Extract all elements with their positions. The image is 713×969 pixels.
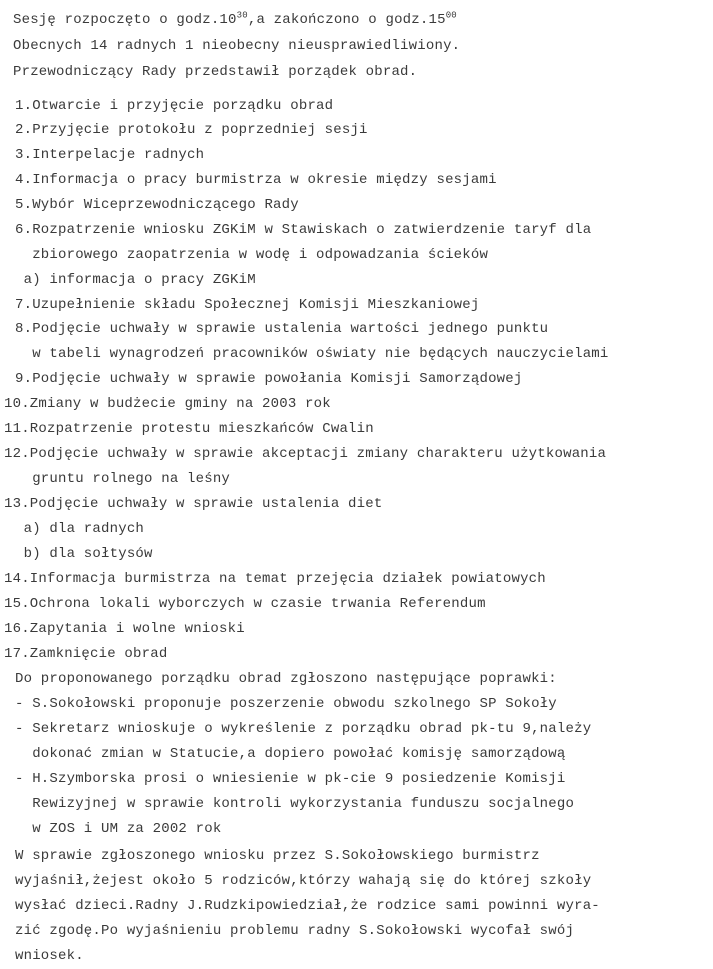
amendment-item-continuation: w ZOS i UM za 2002 rok bbox=[15, 821, 222, 837]
agenda-item-continuation: gruntu rolnego na leśny bbox=[15, 471, 231, 487]
agenda-item: 4.Informacja o pracy burmistrza w okresie między sesjami bbox=[15, 172, 497, 188]
session-end-text: ,a zakończono o godz.15 bbox=[247, 12, 446, 28]
agenda-item: 16.Zapytania i wolne wnioski bbox=[4, 621, 245, 637]
agenda-item: 10.Zmiany w budżecie gminy na 2003 rok bbox=[4, 396, 331, 412]
start-minutes-superscript: 30 bbox=[236, 10, 248, 21]
agenda-item: 3.Interpelacje radnych bbox=[15, 147, 205, 163]
intro-line-chairman: Przewodniczący Rady przedstawił porządek obrad. bbox=[13, 64, 418, 80]
intro-line-session-time bbox=[13, 12, 457, 28]
agenda-item: 7.Uzupełnienie składu Społecznej Komisji Mieszkaniowej bbox=[15, 297, 480, 313]
closing-paragraph-line: zić zgodę.Po wyjaśnieniu problemu radny S.Sokołowski wycofał swój bbox=[15, 923, 575, 939]
closing-paragraph-line: wyjaśnił,żejest około 5 rodziców,którzy wahają się do której szkoły bbox=[15, 873, 592, 889]
agenda-item: 8.Podjęcie uchwały w sprawie ustalenia wartości jednego punktu bbox=[15, 321, 549, 337]
amendment-item: - H.Szymborska prosi o wniesienie w pk-cie 9 posiedzenie Komisji bbox=[15, 771, 566, 787]
amendment-item-continuation: Rewizyjnej w sprawie kontroli wykorzystania funduszu socjalnego bbox=[15, 796, 575, 812]
amendments-intro: Do proponowanego porządku obrad zgłoszono następujące poprawki: bbox=[15, 671, 557, 687]
closing-paragraph-line: wniosek. bbox=[15, 948, 84, 964]
agenda-item: 13.Podjęcie uchwały w sprawie ustalenia diet bbox=[4, 496, 383, 512]
agenda-item: 6.Rozpatrzenie wniosku ZGKiM w Stawiskach o zatwierdzenie taryf dla bbox=[15, 222, 592, 238]
agenda-item-continuation: zbiorowego zaopatrzenia w wodę i odpowadzania ścieków bbox=[15, 247, 489, 263]
closing-paragraph-line: wysłać dzieci.Radny J.Rudzkipowiedział,że rodzice sami powinni wyra- bbox=[15, 898, 600, 914]
intro-line-attendance: Obecnych 14 radnych 1 nieobecny nieusprawiedliwiony. bbox=[13, 38, 461, 54]
agenda-item: 1.Otwarcie i przyjęcie porządku obrad bbox=[15, 98, 334, 114]
agenda-item: 17.Zamknięcie obrad bbox=[4, 646, 168, 662]
closing-paragraph-line: W sprawie zgłoszonego wniosku przez S.Sokołowskiego burmistrz bbox=[15, 848, 540, 864]
amendment-item-continuation: dokonać zmian w Statucie,a dopiero powołać komisję samorządową bbox=[15, 746, 566, 762]
agenda-subitem: a) dla radnych bbox=[15, 521, 145, 537]
agenda-item: 9.Podjęcie uchwały w sprawie powołania Komisji Samorządowej bbox=[15, 371, 523, 387]
agenda-item: 11.Rozpatrzenie protestu mieszkańców Cwalin bbox=[4, 421, 374, 437]
amendment-item: - Sekretarz wnioskuje o wykreślenie z porządku obrad pk-tu 9,należy bbox=[15, 721, 592, 737]
agenda-item-continuation: w tabeli wynagrodzeń pracowników oświaty nie będących nauczycielami bbox=[15, 346, 609, 362]
amendment-item: - S.Sokołowski proponuje poszerzenie obwodu szkolnego SP Sokoły bbox=[15, 696, 557, 712]
agenda-subitem: a) informacja o pracy ZGKiM bbox=[15, 272, 256, 288]
agenda-item: 2.Przyjęcie protokołu z poprzedniej sesji bbox=[15, 122, 368, 138]
end-minutes-superscript: 00 bbox=[445, 10, 457, 21]
agenda-subitem: b) dla sołtysów bbox=[15, 546, 153, 562]
agenda-item: 12.Podjęcie uchwały w sprawie akceptacji zmiany charakteru użytkowania bbox=[4, 446, 607, 462]
agenda-item: 5.Wybór Wiceprzewodniczącego Rady bbox=[15, 197, 299, 213]
agenda-item: 15.Ochrona lokali wyborczych w czasie trwania Referendum bbox=[4, 596, 486, 612]
session-start-text: Sesję rozpoczęto o godz.10 bbox=[13, 12, 237, 28]
agenda-item: 14.Informacja burmistrza na temat przejęcia działek powiatowych bbox=[4, 571, 546, 587]
